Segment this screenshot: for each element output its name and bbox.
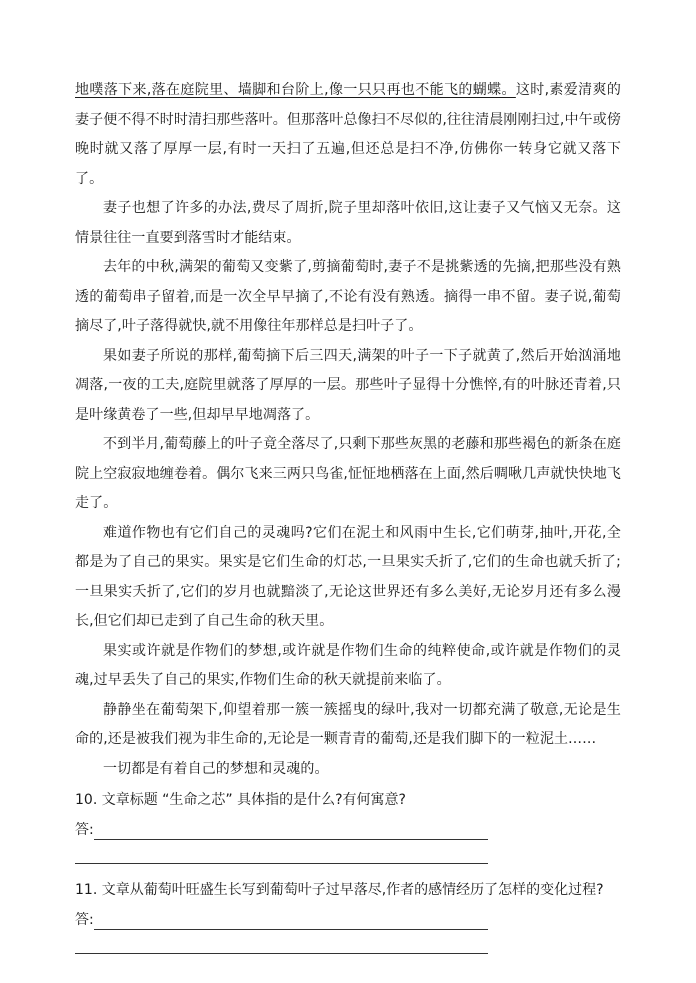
question-10-block (75, 790, 621, 864)
answer-10-line-2[interactable] (75, 862, 488, 864)
passage-paragraph-3: 去年的中秋,满架的葡萄又变紫了,剪摘葡萄时,妻子不是挑紫透的先摘,把那些没有熟透的葡萄串子留着,而是一次全早早摘了,不论有没有熟透。摘得一串不留。妻子说,葡萄摘尽了,叶子落得就快,就不用像往年那样总是扫叶子了。 (75, 259, 621, 334)
underlined-sentence: 地噗落下来,落在庭院里、墙脚和台阶上,像一只只再也不能飞的蝴蝶。 (75, 82, 516, 98)
document-page (75, 76, 621, 954)
passage-paragraph-9: 一切都是有着自己的梦想和灵魂的。 (103, 760, 329, 777)
paragraph-1-text: 这时,素爱清爽的妻子便不得不时时清扫那些落叶。但那落叶总像扫不尽似的,往往清晨刚刚扫过,中午或傍晚时就又落了厚厚一层,有时一天扫了五遍,但还总是扫不净,仿佛你一转身它就又落下了。 (75, 82, 622, 187)
answer-10-line-1[interactable] (94, 825, 488, 840)
answer-11-line-1[interactable] (94, 915, 488, 930)
answer-11-line-2[interactable] (75, 952, 488, 954)
question-11-text: 11. 文章从葡萄叶旺盛生长写到葡萄叶子过早落尽,作者的感情经历了怎样的变化过程? (75, 882, 604, 898)
answer-10-row[interactable] (75, 816, 621, 840)
answer-10-label: 答: (75, 822, 94, 838)
answer-11-row[interactable] (75, 906, 621, 930)
passage-paragraph-6: 难道作物也有它们自己的灵魂吗?它们在泥土和风雨中生长,它们萌芽,抽叶,开花,全都是为了自己的果实。果实是它们生命的灯芯,一旦果实夭折了,它们的生命也就夭折了;一旦果实夭折了,它们的岁月也就黯淡了,无论这世界还有多么美好,无论岁月还有多么漫长,但它们却已走到了自己生命的秋天里。 (75, 524, 621, 629)
question-11-block (75, 880, 621, 954)
passage-paragraph-8: 静静坐在葡萄架下,仰望着那一簇一簇摇曳的绿叶,我对一切都充满了敬意,无论是生命的,还是被我们视为非生命的,无论是一颗青青的葡萄,还是我们脚下的一粒泥土…… (75, 701, 621, 747)
passage-paragraph-5: 不到半月,葡萄藤上的叶子竟全落尽了,只剩下那些灰黑的老藤和那些褐色的新条在庭院上空寂寂地缠卷着。偶尔飞来三两只鸟雀,怔怔地栖落在上面,然后啁啾几声就快快地飞走了。 (75, 436, 621, 511)
passage-paragraph-7: 果实或许就是作物们的梦想,或许就是作物们生命的纯粹使命,或许就是作物们的灵魂,过早丢失了自己的果实,作物们生命的秋天就提前来临了。 (75, 642, 621, 688)
passage-paragraph-4: 果如妻子所说的那样,葡萄摘下后三四天,满架的叶子一下子就黄了,然后开始汹涌地凋落,一夜的工夫,庭院里就落了厚厚的一层。那些叶子显得十分憔悴,有的叶脉还青着,只是叶缘黄卷了一些,但却早早地凋落了。 (75, 347, 621, 423)
passage-paragraph-2: 妻子也想了许多的办法,费尽了周折,院子里却落叶依旧,这让妻子又气恼又无奈。这情景往往一直要到落雪时才能结束。 (75, 200, 621, 246)
answer-11-label: 答: (75, 912, 94, 928)
passage-paragraph-1 (75, 76, 621, 194)
question-10-text: 10. 文章标题 “生命之芯” 具体指的是什么?有何寓意? (75, 792, 406, 808)
